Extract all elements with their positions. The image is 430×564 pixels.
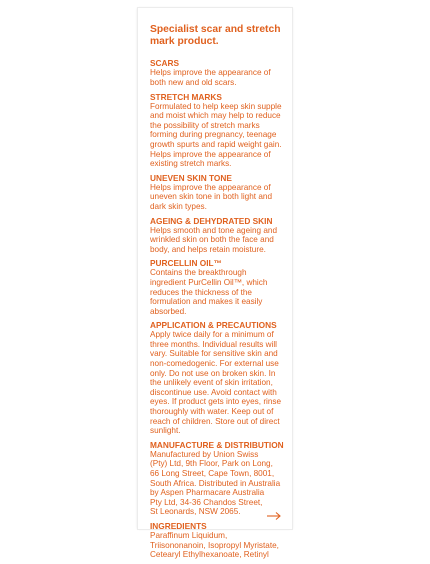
section-body: Formulated to help keep skin supple and moist which may help to reduce the possibility of stretch marks forming during pregnancy, teenage growth spurts and rapid weight gain. Helps improve the appearance of existing stretch marks.: [150, 101, 282, 169]
section-body: Contains the breakthrough ingredient PurCellin Oil™, which reduces the thickness of the formulation and makes it easily absorbed.: [150, 268, 268, 316]
product-info-panel: [138, 8, 292, 560]
section-stretch-marks: [150, 92, 298, 169]
section-body: Helps improve the appearance of uneven skin tone in both light and dark skin types.: [150, 182, 272, 211]
section-title: PURCELLIN OIL™: [150, 258, 222, 269]
section-body: Paraffinum Liquidum, Triisononanoin, Isopropyl Myristate, Cetearyl Ethylhexanoate, Retinyl: [150, 530, 279, 560]
section-title: UNEVEN SKIN TONE: [150, 172, 232, 183]
section-title: MANUFACTURE & DISTRIBUTION: [150, 439, 284, 450]
panel-content: [150, 24, 298, 564]
section-title: APPLICATION & PRECAUTIONS: [150, 320, 277, 331]
section-title: STRETCH MARKS: [150, 91, 222, 102]
section-title: INGREDIENTS: [150, 520, 207, 531]
section-purcellin-oil: [150, 258, 298, 316]
section-body: Helps improve the appearance of both new and old scars.: [150, 68, 271, 87]
section-title: AGEING & DEHYDRATED SKIN: [150, 215, 273, 226]
headline: Specialist scar and stretch mark product.: [150, 24, 281, 48]
arrow-right-icon[interactable]: [266, 511, 282, 521]
section-body: Helps smooth and tone ageing and wrinkled skin on both the face and body, and helps retain moisture.: [150, 225, 277, 254]
section-body: Manufactured by Union Swiss (Pty) Ltd, 9th Floor, Park on Long, 66 Long Street, Cape Town, 8001, South Africa. Distributed in Australia by Aspen Pharmacare Australia Pty Ltd, 34-36 Chandos Street, St Leonards, NSW 2065.: [150, 449, 281, 517]
section-uneven-skin-tone: [150, 173, 298, 212]
section-ingredients: [150, 521, 298, 560]
section-ageing-dehydrated-skin: [150, 216, 298, 255]
section-title: SCARS: [150, 58, 180, 69]
section-application-precautions: [150, 320, 298, 436]
section-scars: [150, 58, 298, 87]
section-manufacture-distribution: [150, 440, 298, 517]
section-body: Apply twice daily for a minimum of three months. Individual results will vary. Suitable for sensitive skin and non-comedogenic. For external use only. Do not use on broken skin. In the unlikely event of skin irritation, discontinue use. Avoid contact with eyes. If product gets into eyes, rinse thoroughly with water. Keep out of reach of children. Store out of direct sunlight.: [150, 330, 282, 436]
